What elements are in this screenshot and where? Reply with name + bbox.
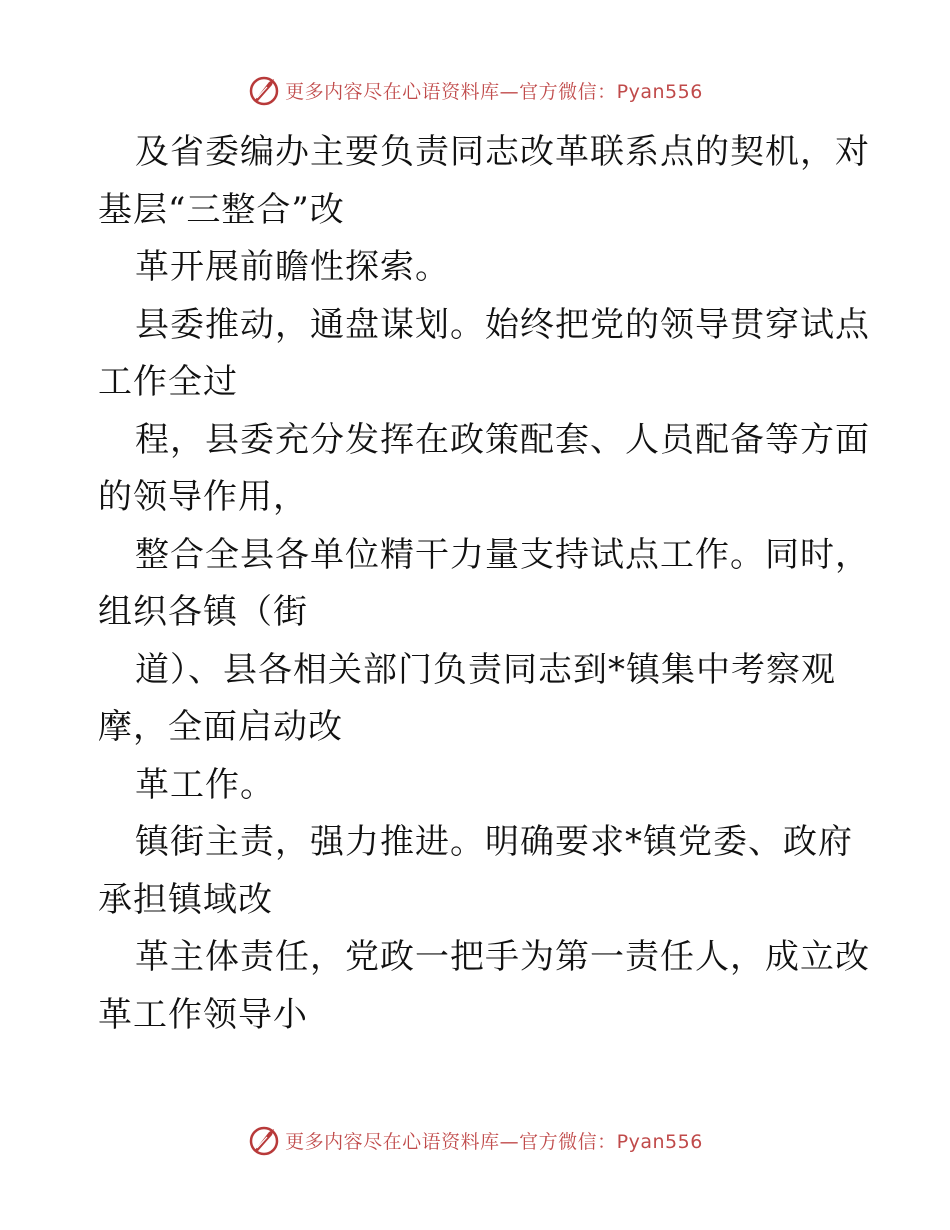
text-line: 及省委编办主要负责同志改革联系点的契机，对 bbox=[135, 132, 870, 172]
text-line: 县委推动，通盘谋划。始终把党的领导贯穿试点 bbox=[135, 304, 870, 345]
text-line: 道）、县各相关部门负责同志到*镇集中考察观 bbox=[135, 649, 836, 690]
quill-circle-icon bbox=[247, 73, 281, 107]
text-line: 承担镇域改 bbox=[98, 879, 273, 920]
text-line: 基层“三整合”改 bbox=[98, 189, 345, 230]
watermark-text: 更多内容尽在心语资料库—官方微信：Pyan556 bbox=[285, 80, 703, 103]
text-line: 工作全过 bbox=[98, 362, 238, 402]
text-line: 革主体责任，党政一把手为第一责任人，成立改 bbox=[135, 937, 870, 977]
text-line: 革工作。 bbox=[135, 764, 275, 805]
document-body bbox=[98, 124, 870, 1044]
text-line: 整合全县各单位精干力量支持试点工作。同时， bbox=[135, 534, 870, 575]
quill-circle-icon bbox=[247, 1123, 281, 1157]
text-line: 组织各镇（街 bbox=[98, 592, 308, 632]
text-line: 革工作领导小 bbox=[98, 994, 308, 1035]
text-line: 镇街主责，强力推进。明确要求*镇党委、政府 bbox=[135, 822, 853, 862]
watermark-text: 更多内容尽在心语资料库—官方微信：Pyan556 bbox=[285, 1130, 703, 1153]
text-line: 的领导作用， bbox=[98, 477, 308, 517]
header-watermark bbox=[0, 70, 950, 110]
text-line: 革开展前瞻性探索。 bbox=[135, 247, 450, 287]
text-line: 程，县委充分发挥在政策配套、人员配备等方面 bbox=[135, 419, 870, 460]
footer-watermark bbox=[0, 1120, 950, 1160]
text-line: 摩，全面启动改 bbox=[98, 707, 343, 747]
